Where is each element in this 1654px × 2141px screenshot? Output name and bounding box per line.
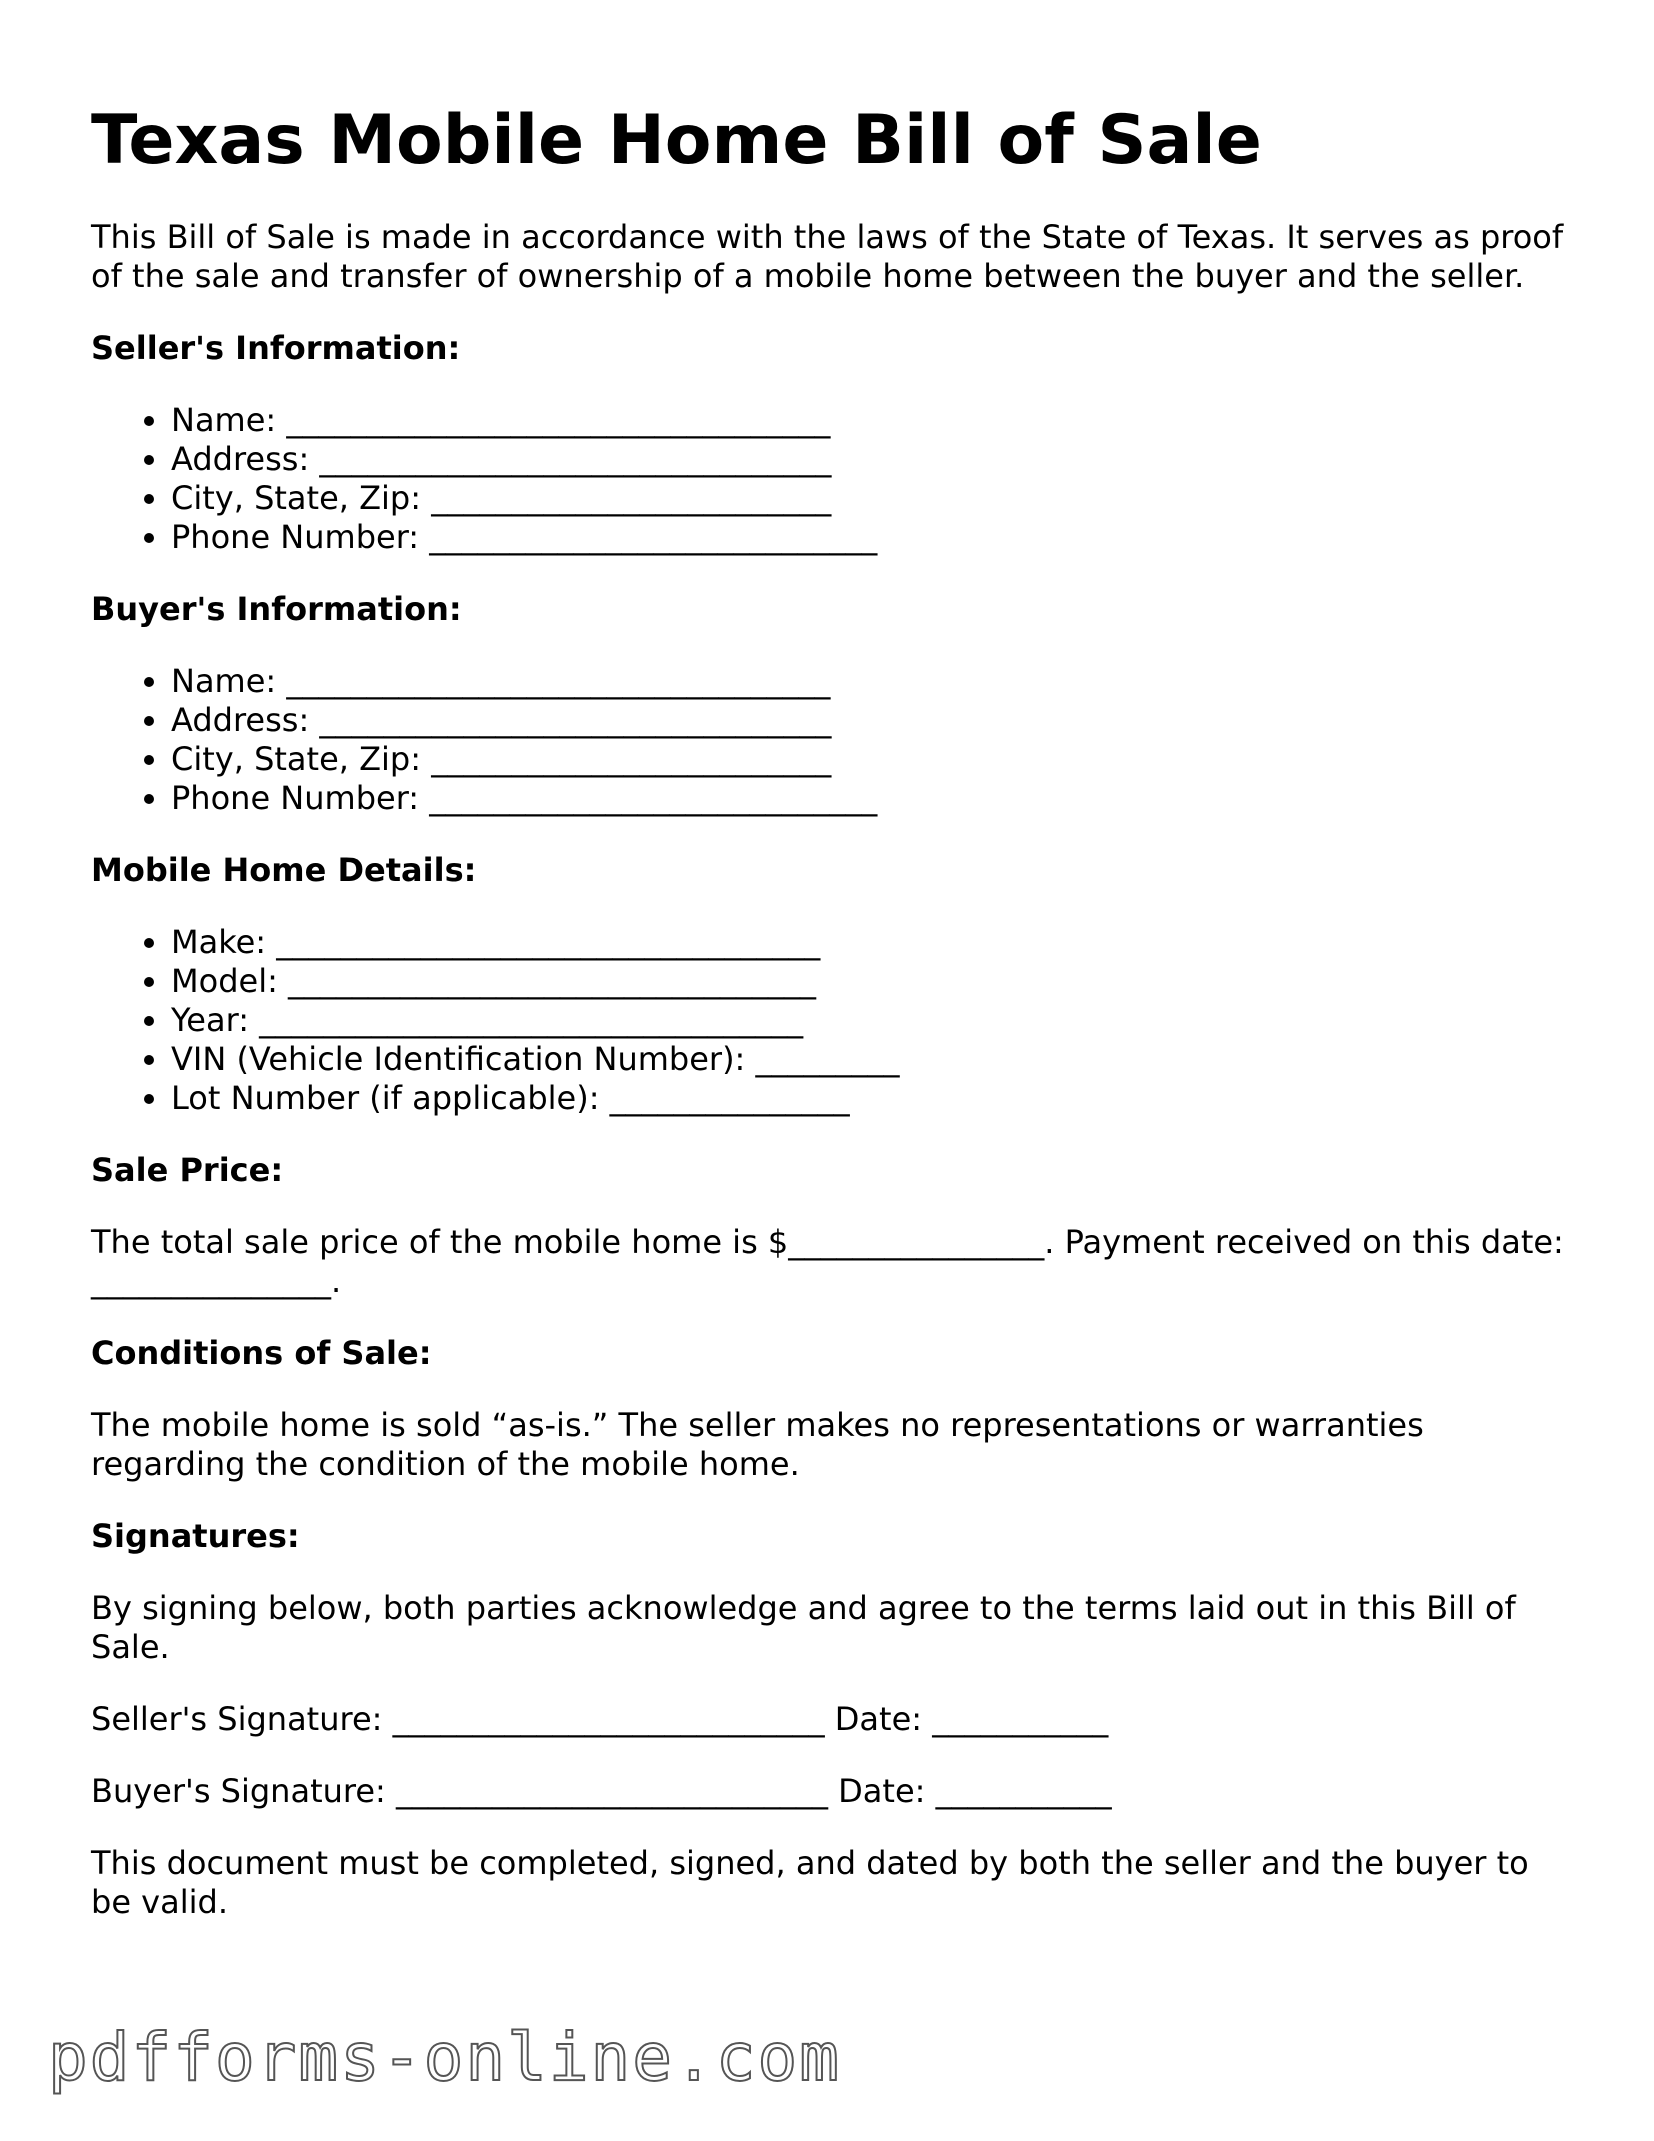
- buyer-name-field: • Name: __________________________________: [171, 662, 1571, 701]
- sale-price-paragraph: The total sale price of the mobile home is $________________. Payment received on this date: _______________.: [91, 1222, 1564, 1300]
- buyer-signature-line: Buyer's Signature: ___________________________ Date: ___________: [91, 1771, 1112, 1810]
- document-page: [91, 100, 1571, 1955]
- seller-name-field: • Name: __________________________________: [171, 401, 1571, 440]
- intro-paragraph: This Bill of Sale is made in accordance with the laws of the State of Texas. It serves as proof of the sale and transfer of ownership of a mobile home between the buyer and the seller.: [91, 217, 1564, 295]
- mobile-home-list: [91, 923, 1571, 1118]
- buyer-address-field: • Address: ________________________________: [171, 701, 1571, 740]
- buyer-phone-field: • Phone Number: ____________________________: [171, 779, 1571, 818]
- conditions-heading: Conditions of Sale:: [91, 1333, 432, 1372]
- validity-note: This document must be completed, signed, and dated by both the seller and the buyer to be valid.: [91, 1843, 1529, 1921]
- watermark: pdfforms-online.com: [48, 2019, 841, 2096]
- buyer-list: [91, 662, 1571, 818]
- model-field: • Model: _________________________________: [171, 962, 1571, 1001]
- mobile-home-heading: Mobile Home Details:: [91, 850, 477, 889]
- vin-field: • VIN (Vehicle Identification Number): _________: [171, 1040, 1571, 1079]
- buyer-heading: Buyer's Information:: [91, 589, 462, 628]
- seller-city-state-zip-field: • City, State, Zip: _________________________: [171, 479, 1571, 518]
- signatures-paragraph: By signing below, both parties acknowledge and agree to the terms laid out in this Bill of Sale.: [91, 1588, 1516, 1666]
- buyer-city-state-zip-field: • City, State, Zip: _________________________: [171, 740, 1571, 779]
- document-title: Texas Mobile Home Bill of Sale: [91, 101, 1262, 180]
- seller-address-field: • Address: ________________________________: [171, 440, 1571, 479]
- seller-phone-field: • Phone Number: ____________________________: [171, 518, 1571, 557]
- signatures-heading: Signatures:: [91, 1516, 300, 1555]
- lot-number-field: • Lot Number (if applicable): _______________: [171, 1079, 1571, 1118]
- make-field: • Make: __________________________________: [171, 923, 1571, 962]
- seller-list: [91, 401, 1571, 557]
- year-field: • Year: __________________________________: [171, 1001, 1571, 1040]
- seller-signature-line: Seller's Signature: ___________________________ Date: ___________: [91, 1699, 1109, 1738]
- seller-heading: Seller's Information:: [91, 328, 461, 367]
- sale-price-heading: Sale Price:: [91, 1150, 284, 1189]
- conditions-paragraph: The mobile home is sold “as-is.” The seller makes no representations or warranties regarding the condition of the mobile home.: [91, 1405, 1424, 1483]
